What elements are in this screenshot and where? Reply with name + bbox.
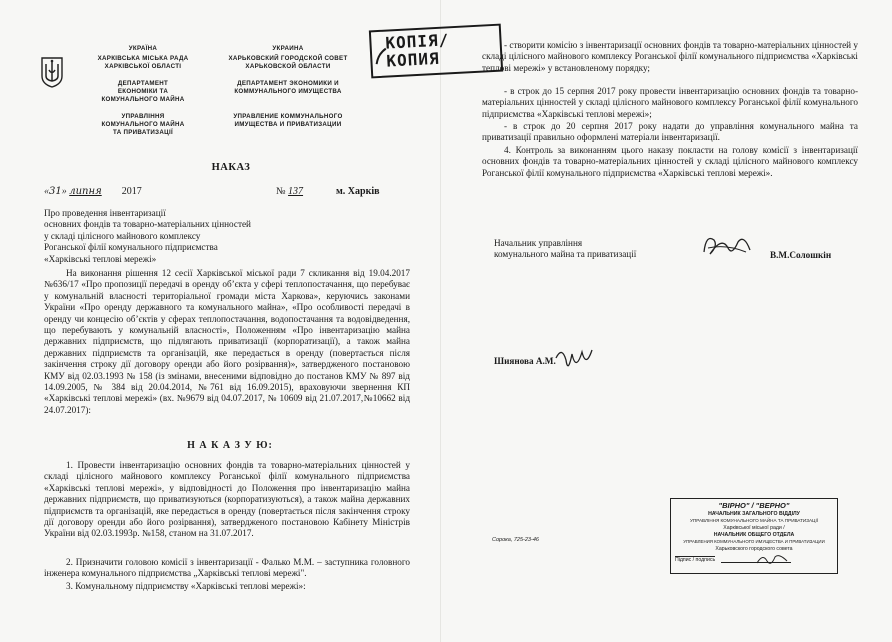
header-ua-council: ХАРКІВСЬКА МІСЬКА РАДА ХАРКІВСЬКОЇ ОБЛАСТІ bbox=[97, 55, 189, 70]
order-item-2: 2. Призначити головою комісії з інвентаризації - Фалько М.М. – заступника головного інженера комунального підприємства „Харківські теплові мережі". bbox=[44, 557, 410, 579]
header-ru-office: УПРАВЛЕНИЕ КОММУНАЛЬНОГО ИМУЩЕСТВА И ПРИВАТИЗАЦИИ bbox=[233, 113, 343, 128]
header-ru-country: УКРАИНА bbox=[272, 45, 304, 52]
signature-shiyanova-icon bbox=[552, 344, 596, 380]
signer-name: В.М.Солошкін bbox=[770, 250, 832, 260]
signature-soloshkin-icon bbox=[698, 228, 756, 264]
order-title: НАКАЗ bbox=[211, 162, 251, 173]
trident-coat-of-arms-icon bbox=[40, 56, 64, 88]
verified-stamp-line4: НАЧАЛЬНИК ОБЩЕГО ОТДЕЛА bbox=[713, 532, 795, 538]
verified-stamp-sign-row bbox=[675, 557, 833, 563]
header-ua-office: УПРАВЛІННЯ КОМУНАЛЬНОГО МАЙНА ТА ПРИВАТИЗАЦІЇ bbox=[101, 113, 185, 136]
stamp-signature-icon bbox=[755, 551, 791, 567]
copy-stamp-line1: КОПІЯ/ bbox=[385, 30, 450, 53]
header-ru-department: ДЕПАРТАМЕНТ ЭКОНОМИКИ И КОММУНАЛЬНОГО ИМУЩЕСТВА bbox=[234, 80, 342, 95]
order-date: «31» липня 2017 bbox=[44, 186, 142, 197]
executor-note: Сорока, 725-23-46 bbox=[492, 537, 539, 543]
verified-stamp-line5: УПРАВЛЕНИЯ КОММУНАЛЬНОГО ИМУЩЕСТВА И ПРИВАТИЗАЦИИ bbox=[683, 539, 825, 544]
verified-stamp-line2: УПРАВЛІННЯ КОМУНАЛЬНОГО МАЙНА ТА ПРИВАТИЗАЦІЇ bbox=[689, 518, 819, 523]
task-bullet-2: - в строк до 15 серпня 2017 року провести інвентаризацію основних фондів та товарно-матеріальних цінностей у складі цілісного майнового комплексу Роганської філії комунального підприємства «Харківські теплові мережі»; bbox=[482, 86, 858, 119]
order-city: м. Харків bbox=[336, 186, 380, 197]
signer-position: Начальник управління комунального майна та приватизації bbox=[494, 238, 637, 260]
approver-name: Шиянова А.М. bbox=[494, 356, 556, 366]
date-day: 31 bbox=[49, 186, 62, 197]
verified-stamp-line7: Підпис / подпись bbox=[675, 557, 716, 563]
order-number bbox=[276, 186, 303, 197]
left-page bbox=[0, 0, 440, 642]
order-item-1: 1. Провести інвентаризацію основних фондів та товарно-матеріальних цінностей у складі цілісного майнового комплексу Роганської філії комунального підприємства «Харківські теплові мережі», у відповідності до Положення про інвентаризацію майна державних підприємств, що приватизуються (корпоратизуються), а також майна державних підприємств та організацій, яке передається в оренду (повертається після закінчення строку дії договору оренди або його розірвання), затвердженого постановою Кабінету Міністрів України від 02.03.1993р. №158, станом на 31.07.2017. bbox=[44, 460, 410, 539]
order-item-3: 3. Комунальному підприємству «Харківські теплові мережі»: bbox=[66, 581, 306, 591]
verified-stamp-line1: НАЧАЛЬНИК ЗАГАЛЬНОГО ВІДДІЛУ bbox=[708, 511, 800, 517]
verified-stamp bbox=[670, 498, 838, 574]
order-preamble: На виконання рішення 12 сесії Харківської міської ради 7 скликання від 19.04.2017 №636/17 «Про пропозиції передачі в оренду об’єкта у сфері теплопостачання, що перебуває у комунальній власності територіальної громади міста Харкова», керуючись законами України «Про оренду державного та комунального майна», «Про особливості передачі в оренду чи концесію об’єктів у сферах теплопостачання, водопостачання та водовідведення, що перебувають у комунальній власності», Положенням «Про інвентаризацію майна державних підприємств, що підлягають приватизації (корпоратизації), а також майна державних підприємств та організацій, яке передається в оренду (повертається після закінчення строку дії договору оренди або його розірвання)», затвердженого постановою КМУ від 02.03.1993 № 158 (із змінами, внесеними відповідно до постанов КМУ № 897 від 14.09.2005, № 384 від 20.04.2014, №761 від 16.09.2015), враховуючи звернення КП «Харківські теплові мережі» (вх. №9679 від 04.07.2017, № 10609 від 21.07.2017,№10662 від 24.07.2017): bbox=[44, 268, 410, 415]
header-ru-council: ХАРЬКОВСКИЙ ГОРОДСКОЙ СОВЕТ ХАРЬКОВСКОЙ ОБЛАСТИ bbox=[228, 55, 348, 70]
order-item-4: 4. Контроль за виконанням цього наказу покласти на голову комісії з інвентаризації основних фондів та товарно-матеріальних цінностей у складі цілісного майнового комплексу Роганської філії комунального підприємства «Харківські теплові мережі». bbox=[482, 145, 858, 178]
copy-stamp-line2: КОПИЯ bbox=[385, 48, 441, 71]
verified-stamp-line3: Харківської міської ради / bbox=[723, 525, 785, 531]
verified-stamp-line6: Харьковского городского совета bbox=[715, 546, 793, 552]
number-prefix: № bbox=[276, 186, 286, 197]
copy-stamp-mark-icon bbox=[374, 46, 389, 67]
header-ua-country: УКРАЇНА bbox=[128, 45, 158, 52]
header-ua-department: ДЕПАРТАМЕНТ ЕКОНОМІКИ ТА КОМУНАЛЬНОГО МАЙНА bbox=[101, 80, 185, 103]
verified-stamp-title: "ВІРНО" / "ВЕРНО" bbox=[718, 501, 790, 510]
number-value: 137 bbox=[288, 186, 304, 197]
date-year: 2017 bbox=[121, 186, 142, 197]
order-heading: Н А К А З У Ю: bbox=[187, 440, 273, 451]
date-month: липня bbox=[69, 186, 102, 197]
task-bullet-1: - створити комісію з інвентаризації основних фондів та товарно-матеріальних цінностей у складі цілісного майнового комплексу Роганської філії комунального підприємства «Харківські теплові мережі» у встановленому порядку; bbox=[482, 40, 858, 73]
task-bullet-3: - в строк до 20 серпня 2017 року надати до управління комунального майна та приватизації правильно оформлені матеріали інвентаризації. bbox=[482, 121, 858, 143]
order-subject: Про проведення інвентаризації основних фондів та товарно-матеріальних цінностей у складі цілісного майнового комплексу Роганської філії комунального підприємства «Харківські теплові мережі» bbox=[44, 208, 251, 264]
